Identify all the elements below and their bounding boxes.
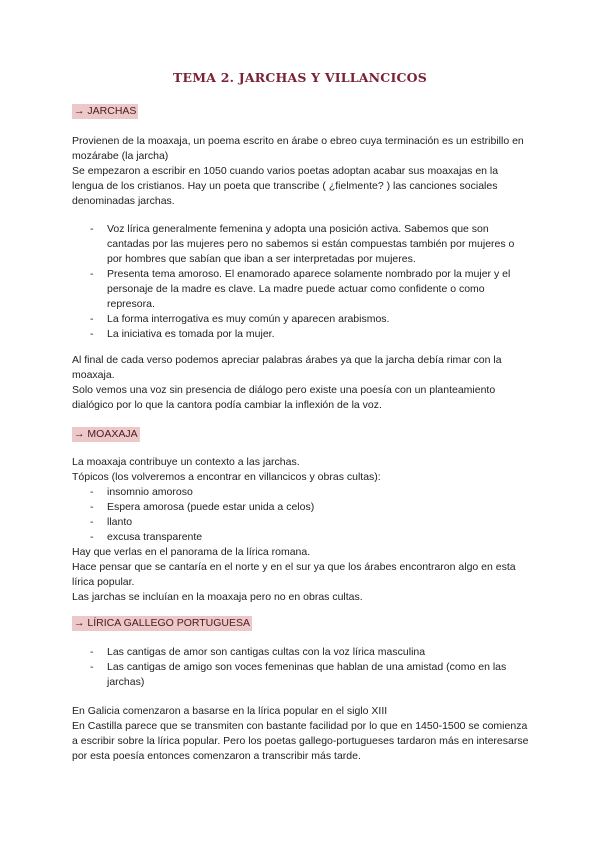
list-item: - Presenta tema amoroso. El enamorado aparece solamente nombrado por la mujer y el personaje de la madre es clave. La madre puede actuar como confidente o como represora. xyxy=(90,268,511,310)
list-item: - Las cantigas de amor son cantigas cultas con la voz lírica masculina xyxy=(90,646,426,658)
jarchas-intro xyxy=(72,134,532,209)
paragraph: Tópicos (los volveremos a encontrar en villancicos y obras cultas): xyxy=(72,471,381,483)
paragraph: Solo vemos una voz sin presencia de diálogo pero existe una poesía con un planteamiento dialógico por lo que la cantora podía cambiar la inflexión de la voz. xyxy=(72,384,496,411)
paragraph: En Castilla parece que se transmiten con bastante facilidad por lo que en 1450-1500 se comienza a escribir sobre la lírica popular. Pero los poetas gallego-portugueses tardaron más en interesarse por esta poesía entonces comenzaron a transcribir más tarde. xyxy=(72,720,529,762)
jarchas-bullet-list xyxy=(90,222,530,342)
moaxaja-intro xyxy=(72,455,532,485)
list-item: - insomnio amoroso xyxy=(90,486,193,498)
paragraph: Se empezaron a escribir en 1050 cuando varios poetas adoptan acabar sus moaxajas en la lengua de los cristianos. Hay un poeta que transcribe ( ¿fielmente? ) las canciones sociales denominadas jarchas. xyxy=(72,165,499,207)
section-heading-jarchas: → JARCHAS xyxy=(74,105,137,117)
section-heading-lirica-gallego-portuguesa: → LÍRICA GALLEGO PORTUGUESA xyxy=(74,617,251,629)
paragraph: La moaxaja contribuye un contexto a las jarchas. xyxy=(72,456,300,468)
paragraph: Hace pensar que se cantaría en el norte y en el sur ya que los árabes encontraron algo en esta lírica popular. xyxy=(72,561,516,588)
lirica-outro xyxy=(72,704,532,764)
jarchas-outro xyxy=(72,353,532,413)
moaxaja-outro xyxy=(72,545,532,605)
list-item: - La forma interrogativa es muy común y aparecen arabismos. xyxy=(90,313,390,325)
list-item: - Las cantigas de amigo son voces femeninas que hablan de una amistad (como en las jarchas) xyxy=(90,661,507,688)
paragraph: Hay que verlas en el panorama de la lírica romana. xyxy=(72,546,311,558)
list-item: - excusa transparente xyxy=(90,531,203,543)
list-item: - La iniciativa es tomada por la mujer. xyxy=(90,328,275,340)
list-item: - Espera amorosa (puede estar unida a celos) xyxy=(90,501,315,513)
list-item: - Voz lírica generalmente femenina y adopta una posición activa. Sabemos que son cantadas por las mujeres pero no sabemos si están compuestas también por mujeres o por hombres que sabían que iban a ser interpretadas por mujeres. xyxy=(90,223,515,265)
paragraph: Al final de cada verso podemos apreciar palabras árabes ya que la jarcha debía rimar con la moaxaja. xyxy=(72,354,502,381)
paragraph: En Galicia comenzaron a basarse en la lírica popular en el siglo XIII xyxy=(72,705,388,717)
moaxaja-bullet-list xyxy=(90,485,510,545)
paragraph: Las jarchas se incluían en la moaxaja pero no en obras cultas. xyxy=(72,591,363,603)
list-item: - llanto xyxy=(90,516,133,528)
page-title: TEMA 2. JARCHAS Y VILLANCICOS xyxy=(173,70,427,85)
section-heading-moaxaja: → MOAXAJA xyxy=(74,428,138,440)
lirica-bullet-list xyxy=(90,645,530,690)
paragraph: Provienen de la moaxaja, un poema escrito en árabe o ebreo cuya terminación es un estribillo en mozárabe (la jarcha) xyxy=(72,135,524,162)
